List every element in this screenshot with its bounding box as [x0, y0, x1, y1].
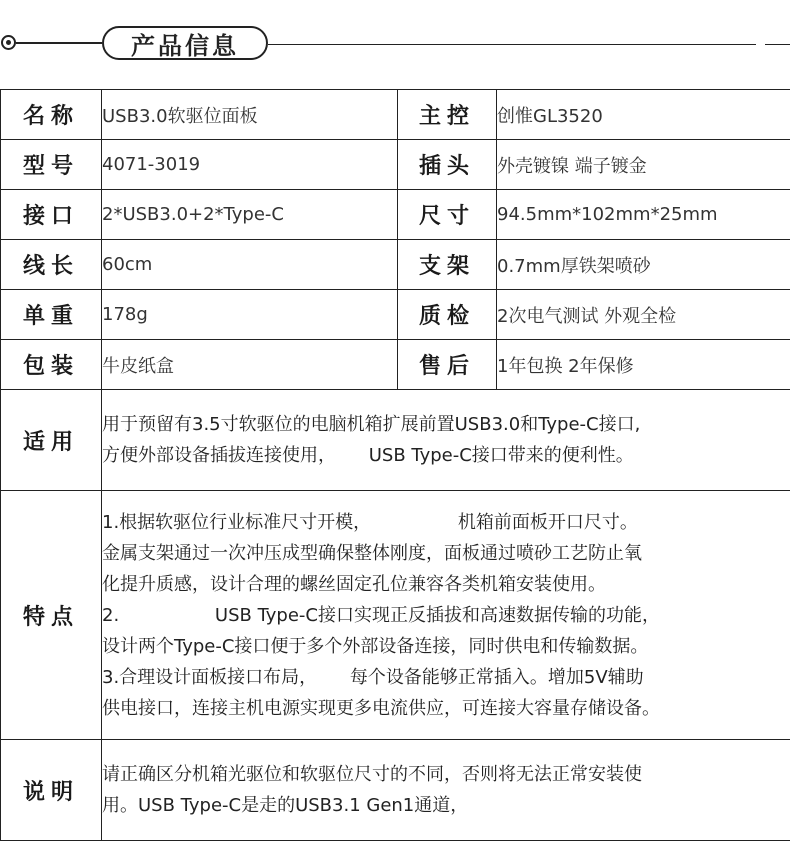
- features-line: 3.合理设计面板接口布局， 每个设备能够正常插入。增加5V辅助: [102, 662, 790, 693]
- spec-value: 0.7mm厚铁架喷砂: [497, 240, 790, 290]
- spec-row: [1, 340, 790, 390]
- spec-value: 94.5mm*102mm*25mm: [497, 190, 790, 240]
- features-label: 特点: [1, 491, 102, 740]
- notes-line: 请正确区分机箱光驱位和软驱位尺寸的不同，否则将无法正常安装使: [102, 759, 790, 790]
- spec-value: 创惟GL3520: [497, 90, 790, 140]
- spec-label: 尺寸: [398, 190, 497, 240]
- spec-label: 线长: [1, 240, 102, 290]
- spec-row: [1, 90, 790, 140]
- usage-line: 用于预留有3.5寸软驱位的电脑机箱扩展前置USB3.0和Type-C接口,: [102, 409, 790, 440]
- spec-value: 外壳镀镍 端子镀金: [497, 140, 790, 190]
- target-circle-icon: [1, 35, 16, 50]
- features-line: 设计两个Type-C接口便于多个外部设备连接，同时供电和传输数据。: [102, 631, 790, 662]
- spec-row: [1, 140, 790, 190]
- usage-line: 方便外部设备插拔连接使用， USB Type-C接口带来的便利性。: [102, 440, 790, 471]
- spec-row: [1, 190, 790, 240]
- spec-label: 型号: [1, 140, 102, 190]
- spec-label: 支架: [398, 240, 497, 290]
- spec-label: 插头: [398, 140, 497, 190]
- spec-value: 60cm: [102, 240, 398, 290]
- spec-label: 名称: [1, 90, 102, 140]
- usage-text: [102, 390, 790, 491]
- notes-line: 用。USB Type-C是走的USB3.1 Gen1通道，: [102, 790, 790, 821]
- spec-value: 2*USB3.0+2*Type-C: [102, 190, 398, 240]
- header-divider-left: [16, 42, 102, 44]
- features-line: 化提升质感，设计合理的螺丝固定孔位兼容各类机箱安装使用。: [102, 569, 790, 600]
- usage-label: 适用: [1, 390, 102, 491]
- notes-label: 说明: [1, 740, 102, 841]
- section-title: 产品信息: [102, 26, 268, 60]
- notes-text: [102, 740, 790, 841]
- features-line: 1.根据软驱位行业标准尺寸开模， 机箱前面板开口尺寸。: [102, 507, 790, 538]
- header-divider-end: [765, 44, 790, 45]
- spec-label: 接口: [1, 190, 102, 240]
- header-divider-right: [268, 44, 756, 45]
- spec-value: 2次电气测试 外观全检: [497, 290, 790, 340]
- spec-row: [1, 290, 790, 340]
- features-row: [1, 491, 790, 740]
- spec-value: 4071-3019: [102, 140, 398, 190]
- spec-value: 1年包换 2年保修: [497, 340, 790, 390]
- features-line: 金属支架通过一次冲压成型确保整体刚度，面板通过喷砂工艺防止氧: [102, 538, 790, 569]
- spec-table: [0, 89, 790, 841]
- usage-row: [1, 390, 790, 491]
- features-text: [102, 491, 790, 740]
- features-line: 2. USB Type-C接口实现正反插拔和高速数据传输的功能，: [102, 600, 790, 631]
- notes-row: [1, 740, 790, 841]
- features-line: 供电接口，连接主机电源实现更多电流供应，可连接大容量存储设备。: [102, 693, 790, 724]
- spec-row: [1, 240, 790, 290]
- section-header: [0, 0, 790, 80]
- spec-value: 178g: [102, 290, 398, 340]
- spec-value: 牛皮纸盒: [102, 340, 398, 390]
- spec-label: 质检: [398, 290, 497, 340]
- spec-label: 包装: [1, 340, 102, 390]
- spec-label: 单重: [1, 290, 102, 340]
- spec-value: USB3.0软驱位面板: [102, 90, 398, 140]
- spec-label: 主控: [398, 90, 497, 140]
- spec-label: 售后: [398, 340, 497, 390]
